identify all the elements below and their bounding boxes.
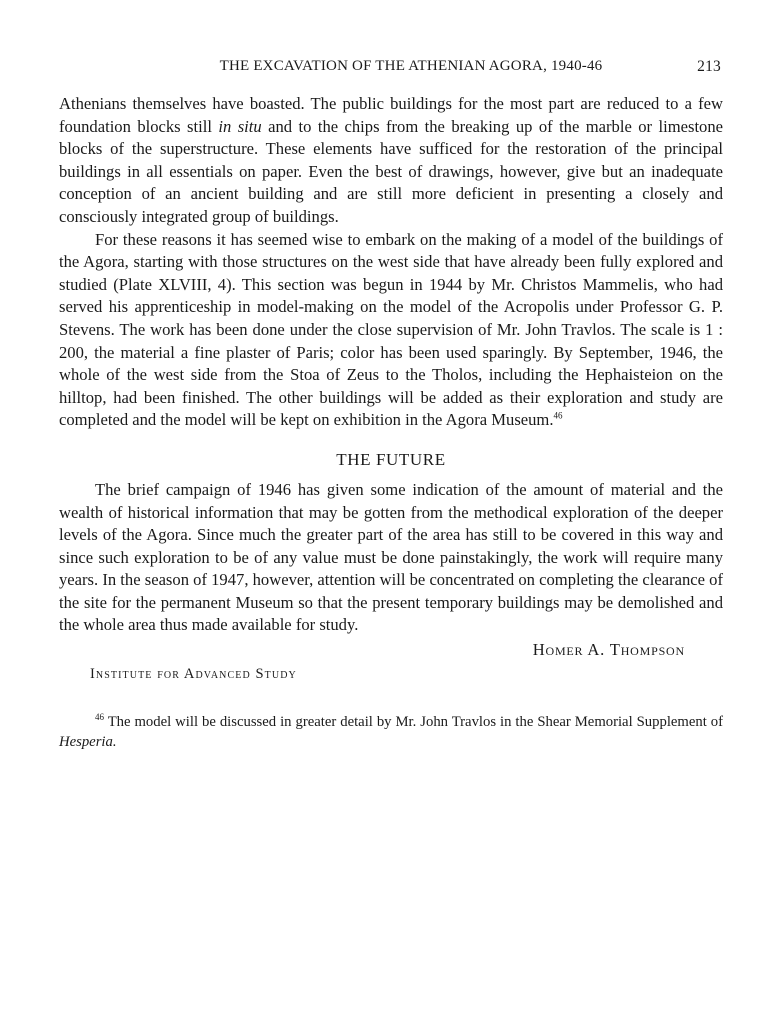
footnote-text: The model will be discussed in greater detail by Mr. John Travlos in the Shear Memorial Supplement of: [104, 714, 723, 731]
footnote: [59, 712, 723, 752]
author-institution: Institute for Advanced Study: [90, 666, 297, 683]
section-heading: THE FUTURE: [336, 449, 446, 469]
footnote-reference: 46: [553, 410, 563, 421]
paragraph-1-part-1: Athenians themselves have boasted. The public buildings for the most part are reduced to a few foundation blocks still: [59, 94, 723, 136]
paragraph-1-part-2: and to the chips from the breaking up of the marble or limestone blocks of the superstructure. These elements have sufficed for the restoration of the principal buildings in all essentials on paper. Even the best of drawings, however, give but an inadequate conception of an ancient building and are still more deficient in presenting a closely and consciously integrated group of buildings.: [59, 116, 724, 226]
paragraph-2-text: For these reasons it has seemed wise to embark on the making of a model of the buildings of the Agora, starting with those structures on the west side that have already been fully explored and studied (Plate XLVIII, 4). This section was begun in 1944 by Mr. Christos Mammelis, who had served his apprenticeship in model-making on the model of the Acropolis under Professor G. P. Stevens. The work has been done under the close supervision of Mr. John Travlos. The scale is 1 : 200, the material a fine plaster of Paris; color has been used sparingly. By September, 1946, the whole of the west side from the Stoa of Zeus to the Tholos, including the Hephaisteion on the hilltop, had been finished. The other buildings will be added as their exploration and study are completed and the model will be kept on exhibition in the Agora Museum.: [59, 229, 723, 430]
running-head-title: THE EXCAVATION OF THE ATHENIAN AGORA, 1940-46: [219, 58, 603, 74]
paragraph-3: The brief campaign of 1946 has given some indication of the amount of material and the wealth of historical information that may be gotten from the methodical exploration of the deeper levels of the Agora. Since much the greater part of the area has still to be covered in this way and since such exploration to be of any value must be done painstakingly, the work will require many years. In the season of 1947, however, attention will be concentrated on completing the clearance of the site for the permanent Museum so that the present temporary buildings may be demolished and the whole area thus made available for study.: [59, 479, 723, 635]
body-text: [59, 93, 723, 752]
running-head: [59, 58, 723, 80]
footnote-number: 46: [95, 712, 104, 723]
author-signature: Homer A. Thompson: [532, 640, 685, 660]
paragraph-1: [59, 93, 723, 229]
page: [59, 58, 723, 752]
footnote-italic: Hesperia.: [59, 734, 117, 751]
paragraph-2: [59, 229, 723, 432]
italic-in-situ: in situ: [218, 116, 262, 136]
page-number: 213: [697, 58, 721, 75]
